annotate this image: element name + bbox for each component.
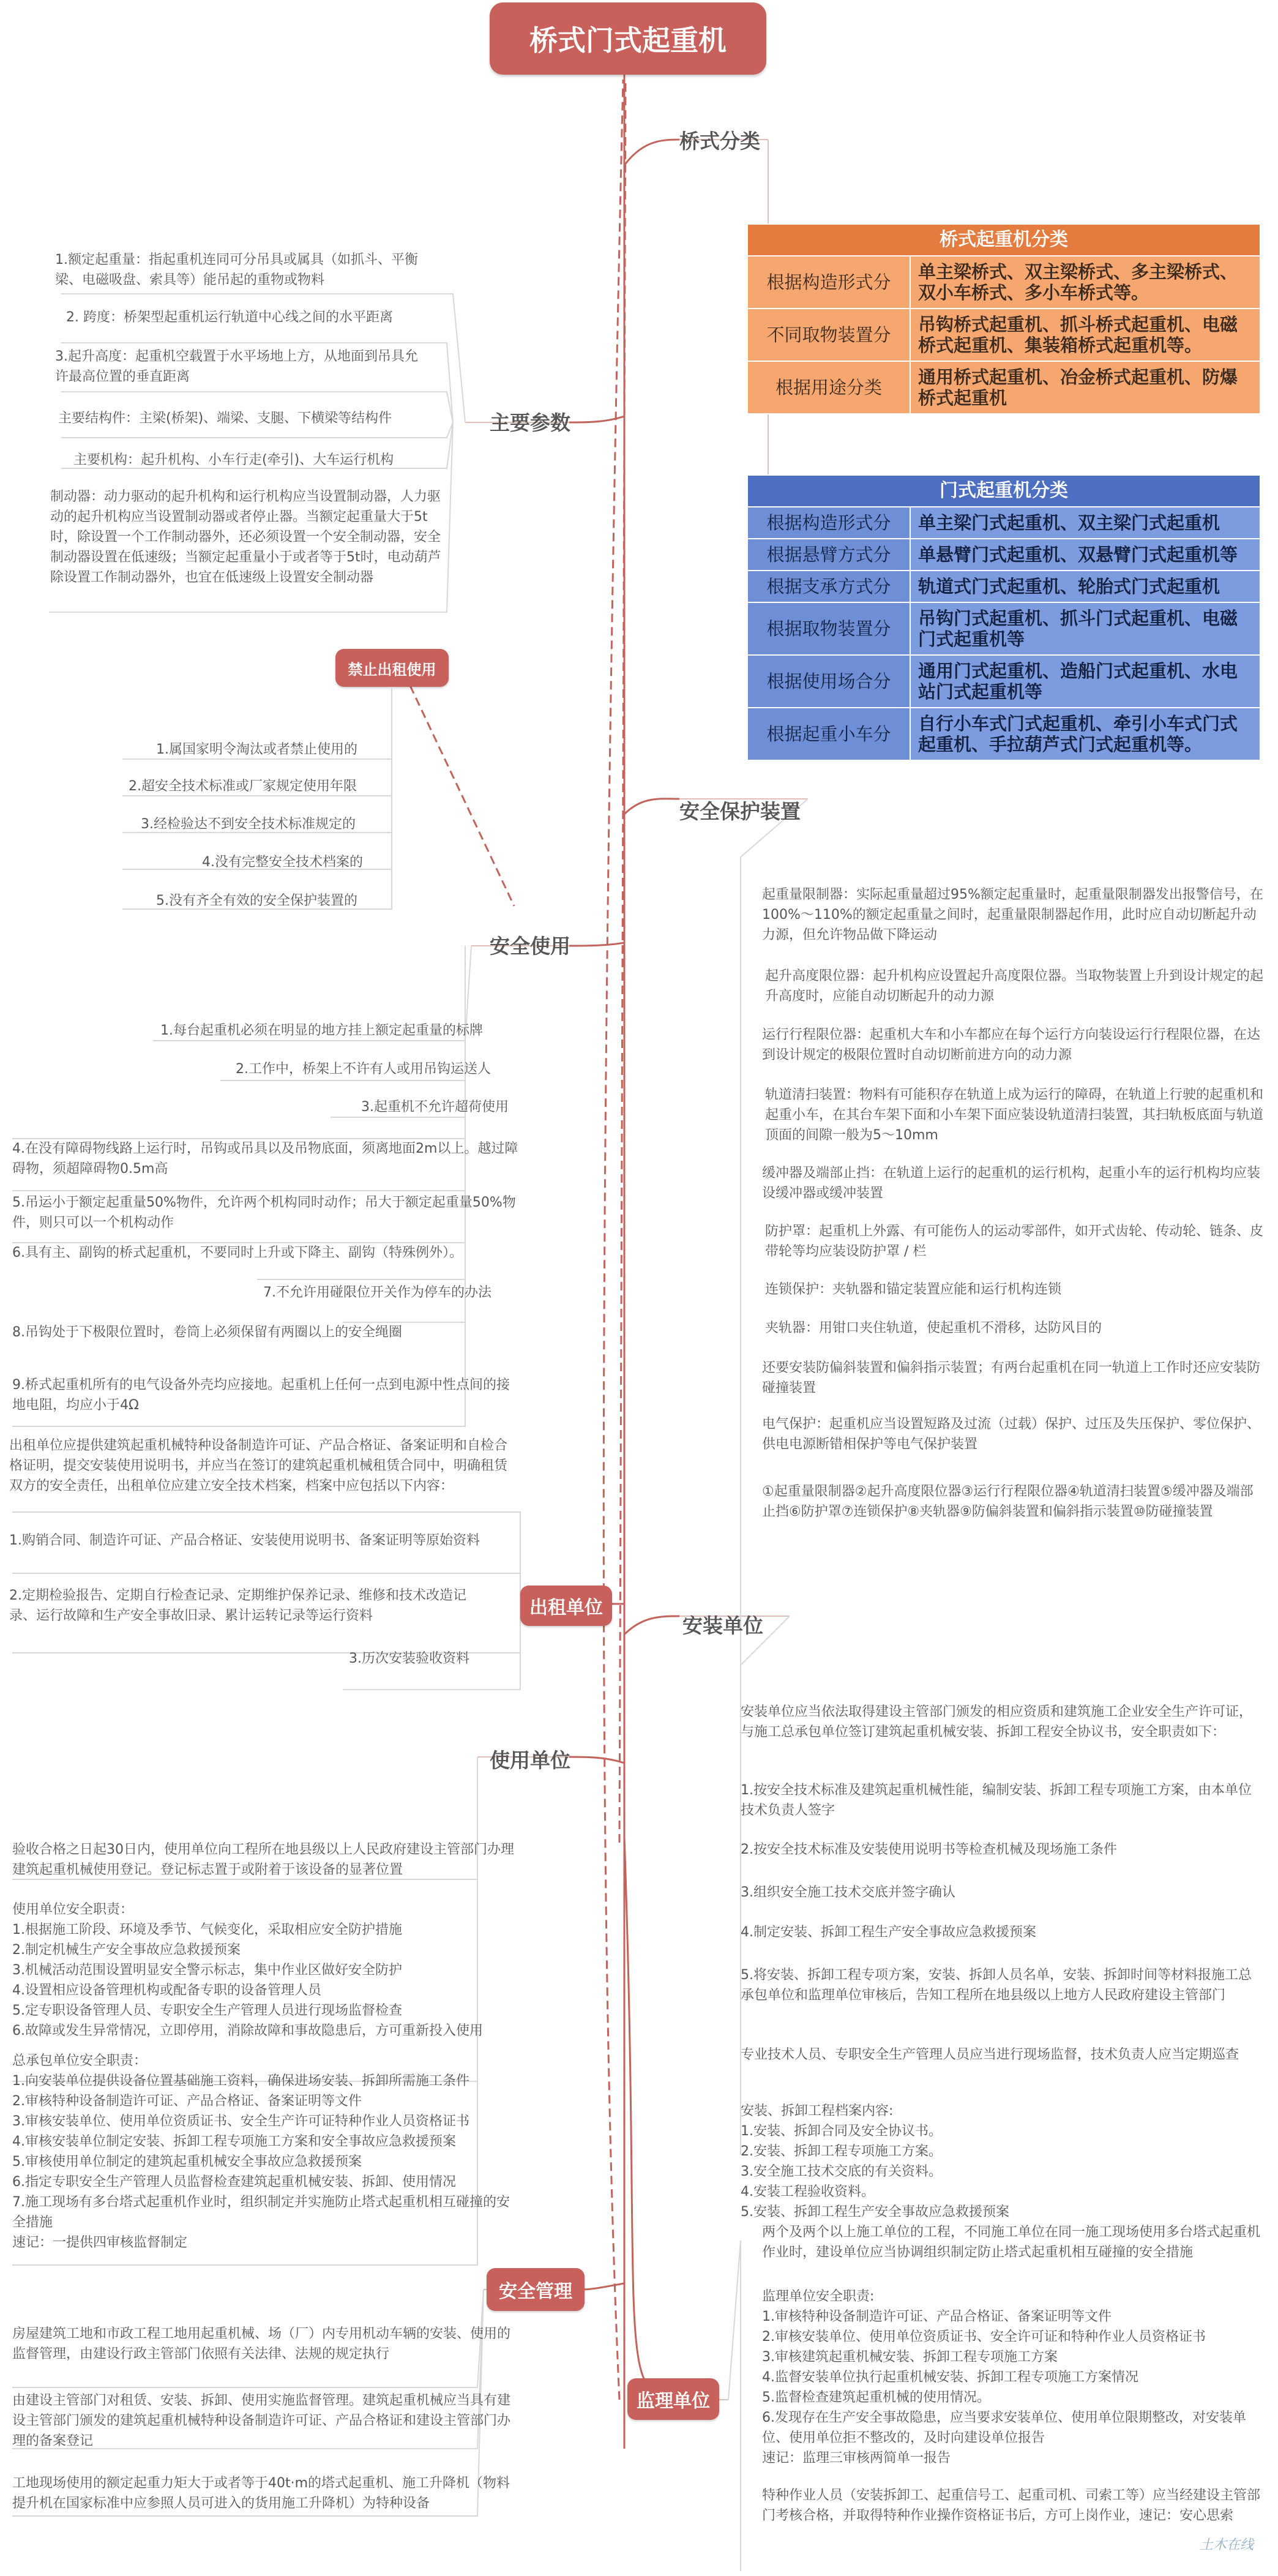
gantry-crane-table [747,474,1261,761]
branch-jianli: 监理单位 [627,2378,719,2420]
table-value: 通用桥式起重机、冶金桥式起重机、防爆桥式起重机 [910,361,1260,414]
anquan-item: 4.在没有障碍物线路上运行时，吊钩或吊具以及吊物底面，须离地面2m以上。越过障碍物，须超障碍物0.5m高 [12,1141,518,1177]
table-value: 吊钩门式起重机、抓斗门式起重机、电磁门式起重机等 [910,602,1260,655]
baohu-item: 连锁保护：夹轨器和锚定装置应能和运行机构连锁 [765,1282,1062,1297]
table-key: 根据支承方式分 [747,571,910,602]
baohu-item: 轨道清扫装置：物料有可能积存在轨道上成为运行的障碍，在轨道上行驶的起重机和起重小车，在其台车架下面和小车架下面应装设轨道清扫装置，其扫轨板底面与轨道顶面的间隙一般为5～10mm [765,1087,1264,1143]
canshu-item: 3.起升高度：起重机空载置于水平场地上方，从地面到吊具允许最高位置的垂直距离 [55,349,418,384]
anzhuang-item: 专业技术人员、专职安全生产管理人员应当进行现场监督，技术负责人应当定期巡查 [741,2047,1239,2062]
canshu-item: 制动器：动力驱动的起升机构和运行机构应当设置制动器，人力驱动的起升机构应当设置制动器或者停止器。当额定起重量大于5t时，除设置一个工作制动器外，还必须设置一个安全制动器，安全制动器设置在低速级；当额定起重量小于或者等于5t时，电动葫芦除设置工作制动器外，也宜在低速级上设置安全制动器 [50,489,441,585]
baohu-item: 起重量限制器：实际起重量超过95%额定起重量时，起重量限制器发出报警信号，在100%～110%的额定起重量之间时，起重量限制器起作用，此时应自动切断起升动力源，但允许物品做下降运动 [762,887,1263,943]
branch-anquan: 安全使用 [490,934,570,958]
table-key: 根据使用场合分 [747,655,910,708]
branch-canshu: 主要参数 [490,411,570,435]
branch-guanli: 安全管理 [487,2268,585,2311]
jinzhi-item: 1.属国家明令淘汰或者禁止使用的 [156,742,357,757]
baohu-item: 电气保护：起重机应当设置短路及过流（过载）保护、过压及失压保护、零位保护、供电电源断错相保护等电气保护装置 [762,1417,1261,1452]
table-header: 桥式起重机分类 [747,224,1260,256]
jinzhi-item: 2.超安全技术标准或厂家规定使用年限 [129,779,357,794]
baohu-item: 夹轨器：用钳口夹住轨道，使起重机不滑移，达防风目的 [765,1320,1102,1336]
jianli-item: 特种作业人员（安装拆卸工、起重信号工、起重司机、司索工等）应当经建设主管部门考核合格，并取得特种作业操作资格证书后，方可上岗作业，速记：安心思索 [762,2488,1261,2523]
anzhuang-item: 5.将安装、拆卸工程专项方案，安装、拆卸人员名单，安装、拆卸时间等材料报施工总承包单位和监理单位审核后，告知工程所在地县级以上地方人民政府建设主管部门 [741,1968,1252,2003]
baohu-item: 运行行程限位器：起重机大车和小车都应在每个运行方向装设运行行程限位器，在达到设计规定的极限位置时自动切断前进方向的动力源 [762,1027,1261,1063]
anzhuang-item: 3.组织安全施工技术交底并签字确认 [741,1885,955,1900]
jinzhi-item: 5.没有齐全有效的安全保护装置的 [156,893,357,908]
guanli-item: 由建设主管部门对租赁、安装、拆卸、使用实施监督管理。建筑起重机械应当具有建设主管部门颁发的建筑起重机械特种设备制造许可证、产品合格证和建设主管部门办理的备案登记 [12,2393,511,2449]
table-value: 单主梁桥式、双主梁桥式、多主梁桥式、双小车桥式、多小车桥式等。 [910,256,1260,309]
guanli-item: 工地现场使用的额定起重力矩大于或者等于40t·m的塔式起重机、施工升降机（物料提升机在国家标准中应参照人员可进入的货用施工升降机）为特种设备 [12,2476,510,2511]
baohu-item: 起升高度限位器：起升机构应设置起升高度限位器。当取物装置上升到设计规定的起升高度时，应能自动切断起升的动力源 [765,968,1264,1004]
chuzu-item: 1.购销合同、制造许可证、产品合格证、安装使用说明书、备案证明等原始资料 [9,1533,480,1548]
branch-jinzhi: 禁止出租使用 [335,649,449,687]
bridge-crane-table [747,223,1261,414]
shiyong-item: 验收合格之日起30日内，使用单位向工程所在地县级以上人民政府建设主管部门办理建筑起重机械使用登记。登记标志置于或附着于该设备的显著位置 [12,1842,514,1878]
anquan-item: 6.具有主、副钩的桥式起重机，不要同时上升或下降主、副钩（特殊例外）。 [12,1245,463,1260]
table-key: 根据取物装置分 [747,602,910,655]
shiyong-item: 总承包单位安全职责： 1.向安装单位提供设备位置基础施工资料，确保进场安装、拆卸所需施工条件 2.审核特种设备制造许可证、产品合格证、备案证明等文件 3.审核安装单位、使用单位资质证书、安全生产许可证特种作业人员资格证书 4.审核安装单位制定安装、拆卸工程专项施工方案和安全事故应急救援预案 5.审核使用单位制定的建筑起重机械安全事故应急救援预案 6.指定专职安全生产管理人员监督检查建筑起重机械安装、拆卸、使用情况 7.施工现场有多台塔式起重机作业时，组织制定并实施防止塔式起重机相互碰撞的安全措施 速记：一提供四审核监督制定 [12,2053,510,2250]
anquan-item: 3.起重机不允许超荷使用 [361,1099,509,1115]
guanli-item: 房屋建筑工地和市政工程工地用起重机械、场（厂）内专用机动车辆的安装、使用的监督管理，由建设行政主管部门依照有关法律、法规的规定执行 [12,2326,511,2362]
branch-anzhuang: 安装单位 [682,1614,763,1638]
anquan-item: 2.工作中，桥架上不许有人或用吊钩运送人 [236,1061,491,1077]
anquan-item: 8.吊钩处于下极限位置时，卷筒上必须保留有两圈以上的安全绳圈 [12,1325,402,1340]
branch-qiaoshi: 桥式分类 [679,129,760,153]
table-header: 门式起重机分类 [747,475,1260,507]
branch-chuzu: 出租单位 [520,1586,612,1626]
anzhuang-item: 2.按安全技术标准及安装使用说明书等检查机械及现场施工条件 [741,1842,1117,1857]
root-title: 桥式门式起重机 [490,2,766,75]
table-key: 根据悬臂方式分 [747,539,910,571]
anquan-item: 9.桥式起重机所有的电气设备外壳均应接地。起重机上任何一点到电源中性点间的接地电阻，均应小于4Ω [12,1377,510,1413]
table-key: 不同取物装置分 [747,309,910,361]
baohu-item: 缓冲器及端部止挡：在轨道上运行的起重机的运行机构，起重小车的运行机构均应装设缓冲器或缓冲装置 [762,1166,1261,1201]
baohu-item: 还要安装防偏斜装置和偏斜指示装置；有两台起重机在同一轨道上工作时还应安装防碰撞装置 [762,1360,1261,1396]
jianli-item: 两个及两个以上施工单位的工程，不同施工单位在同一施工现场使用多台塔式起重机作业时，建设单位应当协调组织制定防止塔式起重机相互碰撞的安全措施 [762,2225,1261,2260]
canshu-item: 主要结构件：主梁(桥架)、端梁、支腿、下横梁等结构件 [58,411,392,426]
jinzhi-item: 4.没有完整安全技术档案的 [202,855,363,870]
table-key: 根据起重小车分 [747,708,910,760]
baohu-item: 防护罩：起重机上外露、有可能伤人的运动零部件，如开式齿轮、传动轮、链条、皮带轮等均应装设防护罩 / 栏 [765,1224,1264,1259]
jinzhi-item: 3.经检验达不到安全技术标准规定的 [141,817,356,832]
chuzu-item: 3.历次安装验收资料 [349,1651,469,1666]
canshu-item: 2. 跨度：桥架型起重机运行轨道中心线之间的水平距离 [66,310,393,325]
table-value: 轨道式门式起重机、轮胎式门式起重机 [910,571,1260,602]
table-value: 单悬臂门式起重机、双悬臂门式起重机等 [910,539,1260,571]
table-key: 根据用途分类 [747,361,910,414]
table-key: 根据构造形式分 [747,256,910,309]
table-value: 通用门式起重机、造船门式起重机、水电站门式起重机等 [910,655,1260,708]
anzhuang-item: 安装单位应当依法取得建设主管部门颁发的相应资质和建筑施工企业安全生产许可证，与施工总承包单位签订建筑起重机械安装、拆卸工程安全协议书，安全职责如下： [741,1704,1253,1740]
baohu-item: ①起重量限制器②起升高度限位器③运行行程限位器④轨道清扫装置⑤缓冲器及端部止挡⑥防护罩⑦连锁保护⑧夹轨器⑨防偏斜装置和偏斜指示装置⑩防碰撞装置 [762,1484,1254,1519]
anquan-item: 1.每台起重机必须在明显的地方挂上额定起重量的标牌 [160,1023,483,1038]
table-value: 吊钩桥式起重机、抓斗桥式起重机、电磁桥式起重机、集装箱桥式起重机等。 [910,309,1260,361]
chuzu-item: 2.定期检验报告、定期自行检查记录、定期维护保养记录、维修和技术改造记录、运行故障和生产安全事故旧录、累计运转记录等运行资料 [9,1588,466,1623]
branch-baohu: 安全保护装置 [679,799,801,823]
table-value: 自行小车式门式起重机、牵引小车式门式起重机、手拉葫芦式门式起重机等。 [910,708,1260,760]
jianli-item: 监理单位安全职责: 1.审核特种设备制造许可证、产品合格证、备案证明等文件 2.审核安装单位、使用单位资质证书、安全许可证和特种作业人员资格证书 3.审核建筑起重机械安装、拆卸工程专项施工方案 4.监督安装单位执行起重机械安装、拆卸工程专项施工方案情况 5.监督检查建筑起重机械的使用情况。 6.发现存在生产安全事故隐患，应当要求安装单位、使用单位限期整改，对安装单位、使用单位拒不整改的，及时向建设单位报告 速记：监理三审核两简单一报告 [762,2289,1246,2466]
anzhuang-item: 安装、拆卸工程档案内容: 1.安装、拆卸合同及安全协议书。 2.安装、拆卸工程专项施工方案。 3.安全施工技术交底的有关资料。 4.安装工程验收资料。 5.安装、拆卸工程生产安全事故应急救援预案 [741,2103,1009,2220]
anzhuang-item: 4.制定安装、拆卸工程生产安全事故应急救援预案 [741,1925,1036,1940]
anquan-item: 5.吊运小于额定起重量50%物件，允许两个机构同时动作；吊大于额定起重量50%物件，则只可以一个机构动作 [12,1195,516,1230]
canshu-item: 主要机构：起升机构、小车行走(牵引)、大车运行机构 [73,452,394,468]
chuzu-item: 出租单位应提供建筑起重机械特种设备制造许可证、产品合格证、备案证明和自检合格证明，提交安装使用说明书，并应当在签订的建筑起重机械租赁合同中，明确租赁双方的安全责任，出租单位应建立安全技术档案，档案中应包括以下内容： [9,1438,508,1494]
shiyong-item: 使用单位安全职责： 1.根据施工阶段、环境及季节、气候变化，采取相应安全防护措施 2.制定机械生产安全事故应急救援预案 3.机械活动范围设置明显安全警示标志，集中作业区做好安全防护 4.设置相应设备管理机构或配备专职的设备管理人员 5.定专职设备管理人员、专职安全生产管理人员进行现场监督检查 6.故障或发生异常情况，立即停用，消除故障和事故隐患后，方可重新投入使用 [12,1902,483,2039]
watermark-logo: 土木在线 [1199,2537,1254,2553]
anzhuang-item: 1.按安全技术标准及建筑起重机械性能，编制安装、拆卸工程专项施工方案，由本单位技术负责人签字 [741,1783,1252,1818]
canshu-item: 1.额定起重量：指起重机连同可分吊具或属具（如抓斗、平衡梁、电磁吸盘、索具等）能吊起的重物或物料 [55,252,418,288]
branch-shiyong: 使用单位 [490,1748,570,1772]
table-key: 根据构造形式分 [747,507,910,539]
anquan-item: 7.不允许用碰限位开关作为停车的办法 [263,1285,491,1300]
table-value: 单主梁门式起重机、双主梁门式起重机 [910,507,1260,539]
